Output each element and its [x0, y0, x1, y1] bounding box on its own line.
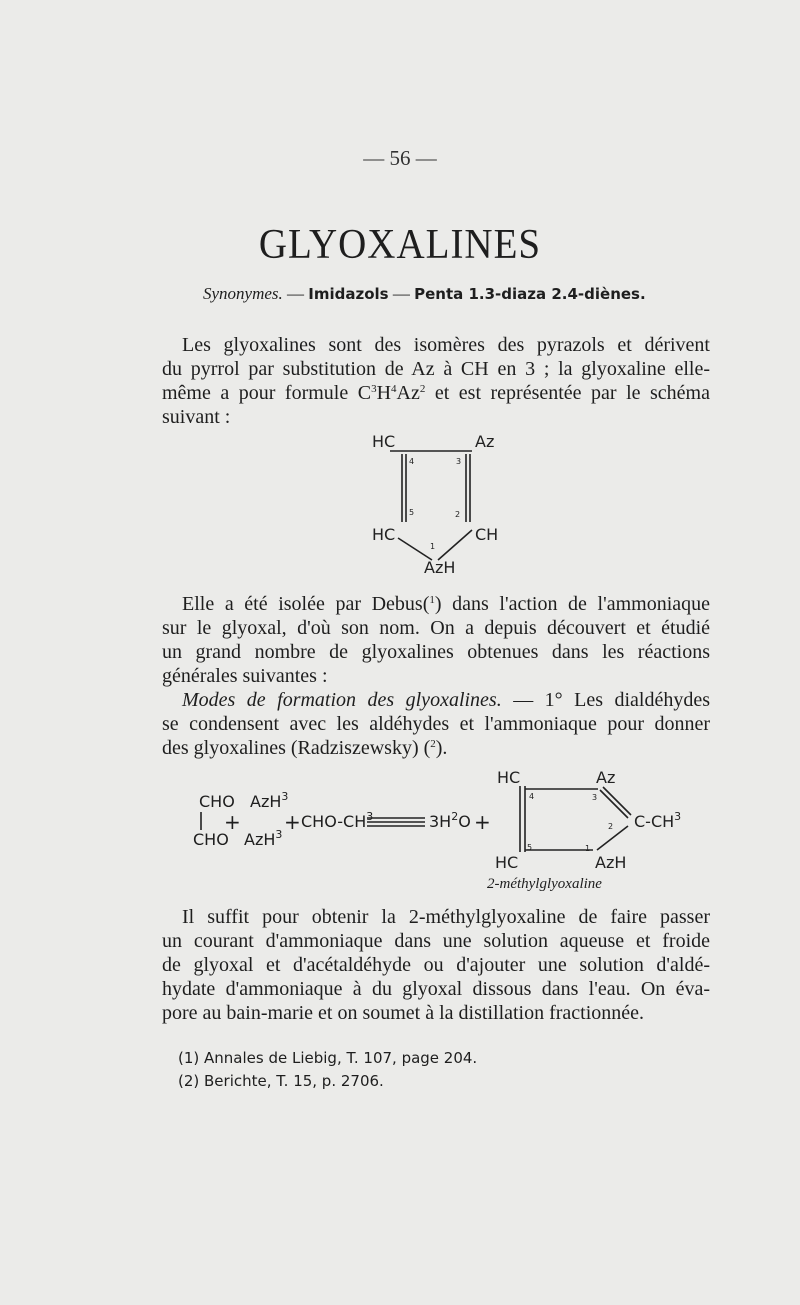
text-line: du pyrrol par substitution de Az à CH en 3 ; la glyoxaline elle-: [162, 358, 710, 380]
atom-label: AzH: [424, 558, 456, 577]
text-line: des glyoxalines (Radziszewsky) ($^2$).: [162, 737, 448, 759]
position-number: 2: [455, 510, 461, 519]
position-number: 1: [430, 542, 436, 551]
footnote: (1) Annales de Liebig, T. 107, page 204.: [178, 1049, 478, 1067]
atom-label: CH: [475, 525, 499, 544]
text-line: générales suivantes :: [162, 665, 328, 687]
text-line: un grand nombre de glyoxalines obtenues dans les réactions: [162, 641, 710, 663]
text-line: se condensent avec les aldéhydes et l'ammoniaque pour donner: [162, 713, 710, 735]
text-line: de glyoxal et d'acétaldéhyde ou d'ajouter une solution d'aldé-: [162, 954, 710, 976]
text-line: hydate d'ammoniaque à du glyoxal dissous dans l'eau. On éva-: [162, 978, 710, 1000]
reactant-label: CHO: [193, 830, 229, 849]
text-line: Il suffit pour obtenir la 2-méthylglyoxaline de faire passer: [182, 906, 710, 928]
position-number: 4: [529, 792, 535, 801]
position-number: 5: [409, 508, 415, 517]
product-water: $3H^2O$: [429, 810, 471, 831]
figure-caption: 2-méthylglyoxaline: [487, 876, 602, 892]
atom-label: $C-CH^3$: [634, 810, 682, 831]
page-title: GLYOXALINES: [258, 221, 542, 268]
atom-label: Az: [475, 432, 495, 451]
atom-label: HC: [497, 768, 521, 787]
plus-sign: +: [474, 810, 491, 834]
procedure-paragraph: [162, 905, 710, 1025]
footnote: (2) Berichte, T. 15, p. 2706.: [178, 1072, 384, 1090]
synonym-imidazols: Imidazols: [308, 285, 389, 303]
position-number: 5: [527, 843, 533, 852]
position-number: 3: [456, 457, 462, 466]
atom-label: HC: [372, 525, 396, 544]
atom-label: AzH: [595, 853, 627, 872]
intro-paragraph: [162, 333, 710, 429]
reactant-label: AzH$^3$: [250, 790, 289, 811]
reagent-label: CHO-$CH^3$: [301, 810, 374, 831]
text-line: un courant d'ammoniaque dans une solution aqueuse et froide: [162, 930, 710, 952]
atom-label: HC: [372, 432, 396, 451]
plus-sign: +: [284, 810, 301, 834]
position-number: 3: [592, 793, 598, 802]
atom-label: Az: [596, 768, 616, 787]
synonyms-separator: —: [282, 284, 309, 303]
atom-label: HC: [495, 853, 519, 872]
footnotes: [178, 1047, 477, 1093]
plus-sign: +: [224, 810, 241, 834]
text-line: pore au bain-marie et on soumet à la distillation fractionnée.: [162, 1002, 645, 1024]
text-line: Les glyoxalines sont des isomères des pyrazols et dérivent: [182, 334, 710, 356]
synonyms-label: Synonymes.: [203, 284, 283, 303]
debus-paragraph: [162, 592, 710, 688]
text-line: suivant :: [162, 406, 231, 428]
position-number: 1: [585, 844, 591, 853]
text-line: sur le glyoxal, d'où son nom. On a depuis découvert et étudié: [162, 617, 710, 639]
synonym-penta-diaza: Penta 1.3-diaza 2.4-diènes.: [414, 285, 646, 303]
synonyms-line: [203, 284, 723, 304]
page-number: — 56 —: [363, 146, 437, 170]
section-heading: Modes de formation des glyoxalines.: [182, 689, 502, 711]
text-line: Elle a été isolée par Debus($^1$) dans l'action de l'ammoniaque: [182, 593, 710, 615]
text-line: Modes de formation des glyoxalines. — 1° Les dialdéhydes: [182, 689, 710, 711]
reactant-label: AzH$^3$: [244, 828, 283, 849]
position-number: 2: [608, 822, 614, 831]
position-number: 4: [409, 457, 415, 466]
modes-paragraph: [162, 688, 710, 760]
reactant-label: CHO: [199, 792, 235, 811]
synonyms-separator: —: [388, 284, 415, 303]
text-line: même a pour formule $C^3H^4Az^2$ et est représentée par le schéma: [162, 382, 710, 404]
